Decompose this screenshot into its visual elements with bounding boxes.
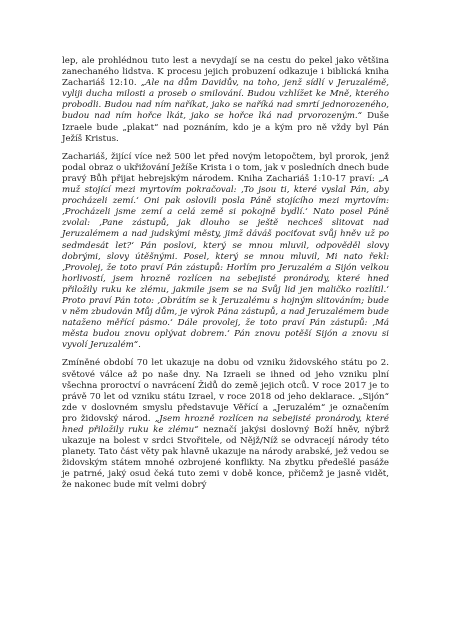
quote-text: „Ale na dům Davidův, na toho, jenž sídlí v Jeruzalémě, vyliji ducha milosti a proseb o smilování. Budou vzhlížet ke Mně, kterého probodli. Budou nad ním naříkat, jako se naříká nad smrtí jednorozeného, budou nad ním hořce lkát, jako se hořce lká nad prvorozeným.“ (62, 78, 389, 122)
body-text: Zachariáš, žijící více než 500 let před novým letopočtem, byl prorok, jenž podal obraz o ukřižování Ježíše Krista i o tom, jak v posledních dnech bude pravý Bůh přijat hebrejským národem. Kniha Zachariáš 1:10-17 praví: (62, 151, 389, 184)
paragraph-p2 (62, 152, 389, 352)
paragraph-p3 (62, 358, 389, 491)
quote-text: „Jsem hrozně rozlícen na sebejisté pronárody, které hned přiložily ruku ke zlému“ (62, 413, 389, 435)
body-text: lep, ale prohlédnou tuto lest a nevydají se na cestu do pekel jako většina zanechaného lidstva. K procesu jejich probuzení odkazuje i biblická kniha Zachariáš 12:10. (62, 56, 389, 89)
body-text: Duše Izraele bude „plakat“ nad poznáním, kdo je a kým pro ně vždy byl Pán Ježíš Kristus. (62, 111, 390, 144)
document-page (62, 56, 389, 499)
body-text: Zmíněné období 70 let ukazuje na dobu od vzniku židovského státu po 2. světové válce až po naše dny. Na Izraeli se ihned od jeho vzniku plní všechna proroctví o navrácení Židů do země jejich otců. V roce 2017 je to právě 70 let od vzniku státu Izrael, v roce 2018 od jeho deklarace. „Sijón“ zde v doslovném smyslu představuje Věřící a „Jeruzalém“ je označením pro židovský národ. (62, 358, 389, 424)
body-text: neznačí jakýsi doslovný Boží hněv, nýbrž ukazuje na bolest v srdci Stvořitele, od Nějž/Níž se odvracejí národy této planety. Tato část věty pak hlavně ukazuje na národy arabské, jež vedou se židovským státem mnohé ozbrojené konflikty. Na zbytku předešlé pasáže je patrné, jaký osud čeká tuto zemi v době konce, přičemž je jasně vidět, že nakonec bude mít velmi dobrý (62, 425, 389, 491)
quote-text: „A muž stojící mezi myrtovím pokračoval: ‚To jsou ti, které vyslal Pán, aby procházeli zemí.‘ Oni pak oslovili posla Páně stojícího mezi myrtovím: ‚Procházeli jsme zemí a celá země si pokojně bydlí.‘ Nato posel Páně zvolal: ‚Pane zástupů, jak dlouho se ještě nechceš slitovat nad Jeruzalémem a nad judskými městy, jimž dáváš pociťovat svůj hněv už po sedmdesát let?‘ Pán poslovi, který se mnou mluvil, odpověděl slovy dobrými, slovy útěšnými. Posel, který se mnou mluvil, Mi nato řekl: ‚Provolej, že toto praví Pán zástupů: Horlím pro Jeruzalém a Sijón velkou horlivostí, jsem hrozně rozlícen na sebejisté pronárody, které hned přiložily ruku ke zlému, jakmile jsem se na Svůj lid jen maličko rozlítil.‘ Proto praví Pán toto: ‚Obrátím se k Jeruzalému s hojným slitováním; bude v něm zbudován Můj dům, je výrok Pána zástupů, a nad Jeruzalémem bude nataženo měřící pásmo.‘ Dále provolej, že toto praví Pán zástupů: ‚Má města budou znovu oplývat dobrem.‘ Pán znovu potěší Sijón a znovu si vyvolí Jeruzalém“. (62, 173, 389, 351)
paragraph-p1 (62, 56, 389, 145)
